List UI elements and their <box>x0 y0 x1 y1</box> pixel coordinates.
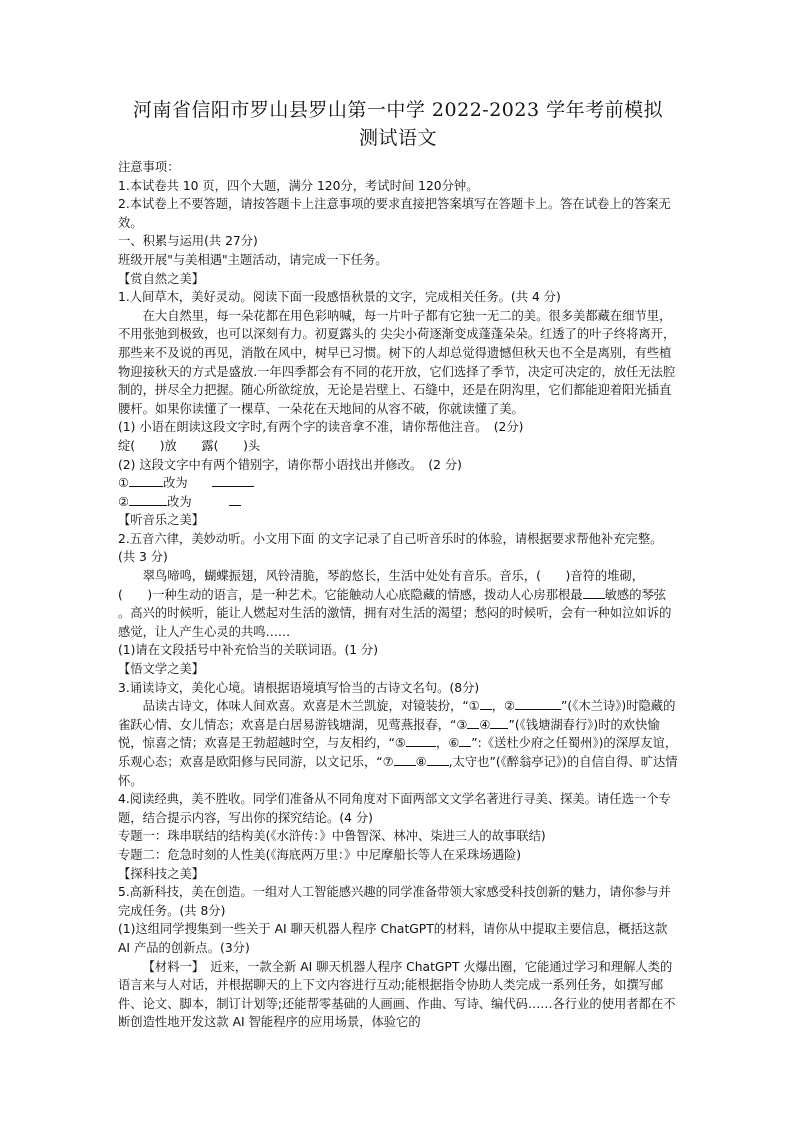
notes-heading: 注意事项： <box>118 160 180 174</box>
question-1-passage: 在大自然里，每一朵花都在用色彩呐喊，每一片叶子都有它独一无二的美。很多美都藏在细节里，不用张弛到极致，也可以深刻有力。初夏露头的 尖尖小荷逐渐变成蓬蓬朵朵。红透了的叶子终将离开，那些来不及说的再见，消散在风中，树早已习惯。树下的人却总觉得遗憾但秋天也不全是离别，有些植物迎接秋天的方式是盛放.一年四季都会有不同的花开放，它们选择了季节，决定可决定的，放任无法腔制的，拼尽全力把握。随心所欲绽放，无论是岩壁上、石缝中，还是在阴沟里，它们都能迎着阳光插直腰杆。如果你读懂了一棵草、一朵花在天地间的从容不破，你就读懂了美。 <box>118 308 676 416</box>
topic-2: 专题二：危急时刻的人性美(《海底两万里：》中尼摩船长等人在采珠场遇险) <box>118 847 522 862</box>
q3-blank-6 <box>459 734 471 747</box>
correction-line-1 <box>118 474 678 493</box>
section-literature-heading: 【悟文学之美】 <box>118 662 205 677</box>
correction-1-label: 改为 <box>163 476 188 491</box>
q3-text-i: ,太守也”(《醉翁亭记》)的自信自得、旷达情怀。 <box>118 755 678 788</box>
part1-intro: 班级开展"与美相遇"主题活动，请完成一下任务。 <box>118 252 388 267</box>
q3-blank-5 <box>406 734 436 747</box>
question-2-blank <box>583 586 605 599</box>
question-5: 5.高新科技，美在创造。一组对人工智能感兴趣的同学准备带领大家感受科技创新的魅力，请你参与并完成任务。(共 8分) <box>118 885 671 918</box>
q3-text-c: ”(《木兰诗》)时隐藏的雀跃心情、女儿情态；欢喜是白居易游钱塘湖，见莺燕报春，“③ <box>118 699 676 732</box>
section-tech-heading: 【探科技之美】 <box>118 866 205 881</box>
material-1 <box>118 958 678 1032</box>
material-1-text: 近来，一款全新 AI 聊天机器人程序 ChatGPT 火爆出圈，它能通过学习和理解人类的语言来与人对话，并根据聊天的上下文内容进行互动;能根据指令协助人类完成一系列任务，如撰写邮件、论文、脚本，制订计划等;还能帮零基础的人画画、作曲、写诗、编代码……各行业的使用者都在不断创造性地开发这款 AI 智能程序的应用场景，体验它的 <box>118 959 676 1030</box>
question-2-passage-b: 敏感的琴弦 。高兴的时候听，能让人燃起对生活的激情，拥有对生活的渴望；愁闷的时候听，会有一种如泣如诉的感觉，让人产生心灵的共鸣…… <box>118 587 672 639</box>
title-line-1: 河南省信阳市罗山县罗山第一中学 2022-2023 学年考前模拟 <box>132 99 664 121</box>
correction-2-label: 改为 <box>167 494 192 509</box>
material-1-label: 【材料一】 <box>142 959 198 974</box>
q3-text-h: ⑧ <box>415 755 427 769</box>
question-3: 3.诵读诗文，美化心境。请根据语境填写恰当的古诗文名句。(8分) <box>118 680 480 695</box>
q3-blank-3 <box>467 716 479 729</box>
note-1: 1.本试卷共 10 页，四个大题，满分 120分，考试时间 120分钟。 <box>118 178 479 193</box>
document-page <box>118 96 678 1032</box>
question-3-passage <box>118 697 678 790</box>
q3-text-d: ④ <box>479 717 491 732</box>
question-1-sub-1-answer: 绽( )放 露( )头 <box>118 438 261 453</box>
correction-1-wrong-blank <box>129 474 163 487</box>
note-2: 2.本试卷上不要答题，请按答题卡上注意事项的要求直接把答案填写在答题卡上。答在试卷上的答案无效。 <box>118 197 671 230</box>
q3-text-a: 品读古诗文，体味人间欢喜。欢喜是木兰凯旋，对镜装扮，“① <box>142 699 480 714</box>
correction-2-right-blank <box>229 493 241 506</box>
q3-blank-8 <box>427 753 449 766</box>
question-1-sub-1: (1) 小语在朗读这段文字时,有两个字的读音拿不准，请你帮他注音。 (2分) <box>118 420 524 435</box>
question-1: 1.人间草木，美好灵动。阅读下面一段感悟秋景的文字，完成相关任务。(共 4 分) <box>118 290 561 305</box>
correction-2-index: ② <box>118 494 130 509</box>
q3-blank-4 <box>490 716 508 729</box>
q3-blank-1 <box>480 697 492 710</box>
q3-text-e: ”(《钱塘湖春行》)时的欢快愉悦，惊喜之情；欢喜是王勃超越时空，与友相约，“⑤ <box>118 717 660 751</box>
question-4: 4.阅读经典，美不胜收。同学们准备从不同角度对下面两部文文学名著进行寻美、探美。请任选一个专题，结合提示内容，写出你的探究结论。(4 分) <box>118 792 671 825</box>
q3-text-b: ，② <box>491 699 516 714</box>
section-nature-heading: 【赏自然之美】 <box>118 271 205 286</box>
title-line-2: 测试语文 <box>358 127 437 149</box>
question-2-sub-1: (1)请在文段括号中补充恰当的关联词语。(1 分) <box>118 643 379 658</box>
question-2-passage <box>118 567 678 641</box>
question-5-sub-1: (1)这组同学搜集到一些关于 AI 聊天机器人程序 ChatGPT的材料，请你从中提取主要信息，概括这款 AI 产品的创新点。(3分) <box>118 922 668 955</box>
section-music-heading: 【听音乐之美】 <box>118 513 205 528</box>
document-title <box>118 96 678 152</box>
topic-1: 专题一：珠串联结的结构美(《水浒传：》中鲁智深、林冲、柒进三人的故事联结) <box>118 829 546 844</box>
part1-heading: 一、积累与运用(共 27分) <box>118 234 258 249</box>
q3-text-g: ”:《送杜少府之任蜀州》)的深厚友谊，乐观心态；欢喜是欧阳修与民同游，以文记乐，“⑦ <box>118 736 678 769</box>
q3-text-f: ，⑥ <box>435 736 460 751</box>
q3-blank-7 <box>394 753 416 766</box>
q3-blank-2 <box>515 697 561 710</box>
question-2-passage-a: 翠鸟啼鸣，蝴蝶振翅，风铃清脆，琴韵悠长，生活中处处有音乐。音乐，( )音符的堆砌，( )一种生动的语言，是一种艺术。它能触动人心底隐藏的情感，拨动人心房那根最 <box>118 569 645 602</box>
question-2: 2.五音六律，美妙动听。小文用下面 的文字记录了自己听音乐时的体验，请根据要求帮他补充完整。(共 3 分) <box>118 531 663 565</box>
correction-2-wrong-blank <box>129 493 167 506</box>
correction-1-right-blank <box>212 474 254 487</box>
correction-line-2 <box>118 493 678 512</box>
question-1-sub-2: (2) 这段文字中有两个错别字，请你帮小语找出并修改。 (2 分) <box>118 457 462 472</box>
correction-1-index: ① <box>118 476 130 491</box>
